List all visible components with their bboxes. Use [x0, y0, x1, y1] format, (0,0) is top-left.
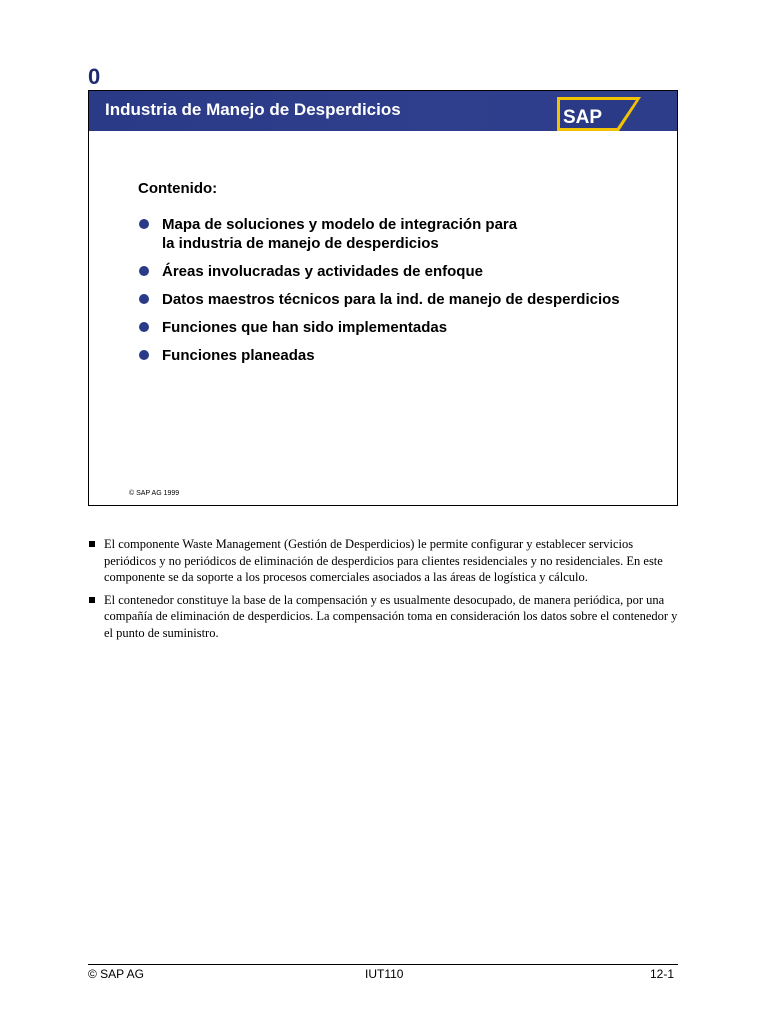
slide-title: Industria de Manejo de Desperdicios — [105, 100, 401, 119]
list-item-line: Funciones que han sido implementadas — [162, 319, 448, 336]
bullet-icon — [139, 266, 149, 276]
list-item — [138, 318, 620, 337]
bullet-icon — [139, 322, 149, 332]
note-paragraph — [88, 592, 678, 642]
list-item-line: Datos maestros técnicos para la ind. de manejo de desperdicios — [162, 291, 620, 308]
sap-logo — [557, 93, 641, 131]
list-item-line: Mapa de soluciones y modelo de integración para — [162, 216, 518, 233]
footer-page-number: 12-1 — [650, 967, 675, 981]
bullet-icon — [139, 294, 149, 304]
bullet-icon — [139, 350, 149, 360]
sap-logo-text: SAP — [563, 107, 603, 128]
content-label: Contenido: — [138, 180, 218, 197]
list-item — [138, 215, 620, 253]
topic-list — [138, 215, 620, 374]
note-text: El componente Waste Management (Gestión de Desperdicios) le permite configurar y establecer servicios periódicos y no periódicos de eliminación de desperdicios para clientes residenciales y no residenciales. En este componente se da soporte a los procesos comerciales asociados a las áreas de logística y cálculo. — [104, 537, 663, 584]
slide-copyright: © SAP AG 1999 — [129, 490, 180, 497]
list-item — [138, 262, 620, 281]
list-item-line: la industria de manejo de desperdicios — [162, 235, 439, 252]
square-bullet-icon — [89, 597, 95, 603]
slide-header — [89, 91, 677, 131]
bullet-icon — [139, 219, 149, 229]
footer-copyright: © SAP AG — [88, 967, 144, 981]
footer-course-code: IUT110 — [365, 967, 404, 981]
list-item-line: Funciones planeadas — [162, 347, 315, 364]
footer-divider — [88, 964, 678, 965]
note-text: El contenedor constituye la base de la compensación y es usualmente desocupado, de manera periódica, por una compañía de eliminación de desperdicios. La compensación toma en consideración los datos sobre el contenedor y el punto de suministro. — [104, 592, 678, 640]
chapter-number: 0 — [88, 64, 101, 89]
list-item — [138, 346, 620, 365]
slide-frame — [88, 90, 678, 506]
list-item-line: Áreas involucradas y actividades de enfoque — [162, 263, 483, 280]
square-bullet-icon — [89, 541, 95, 547]
note-paragraph — [88, 536, 678, 586]
speaker-notes — [88, 536, 678, 647]
list-item — [138, 290, 620, 309]
